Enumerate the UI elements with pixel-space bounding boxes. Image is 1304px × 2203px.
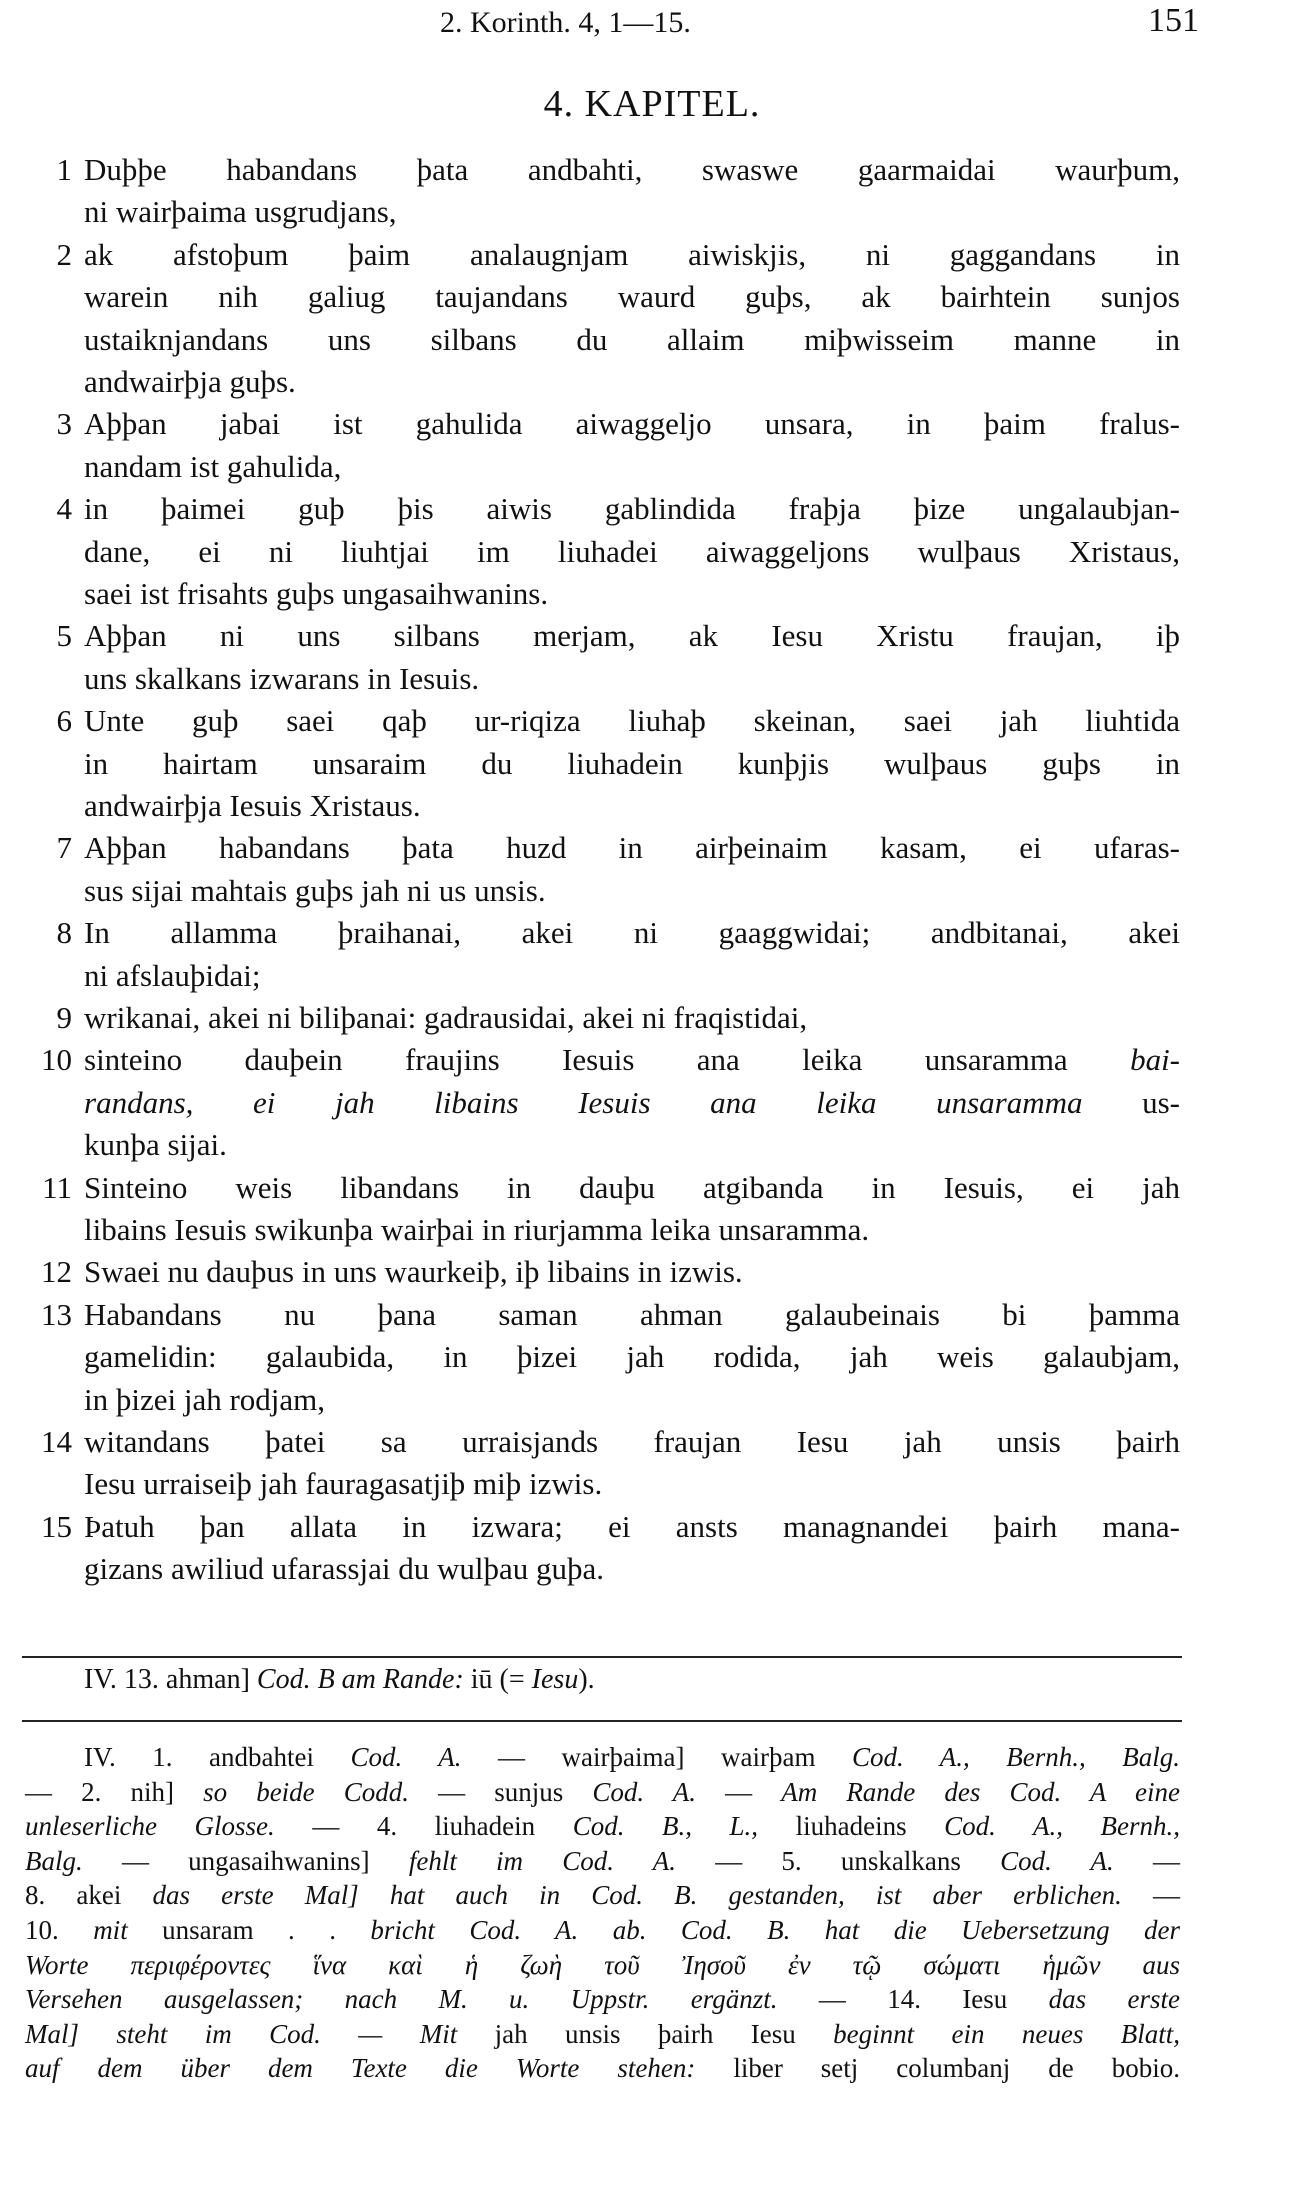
italic-text: auf dem über dem Texte die Worte stehen: [25,2053,696,2084]
divider-rule [22,1720,1182,1722]
page-number: 151 [1148,2,1199,39]
text-segment: — [1113,1845,1181,1876]
text-segment: ni wairþaima usgrudjans, [84,194,397,230]
italic-text: randans, ei jah libains Iesuis ana leika unsaramma [84,1084,1083,1120]
text-segment: sus sijai mahtais guþs jah ni us unsis. [84,872,546,908]
verse-number: 4 [56,491,72,527]
running-title: 2. Korinth. 4, 1—15. [440,6,691,39]
text-segment: Aþþan ni uns silbans merjam, ak Iesu Xristu fraujan, iþ [84,618,1180,654]
verse-line [84,318,1180,361]
text-segment: dane, ei ni liuhtjai im liuhadei aiwaggeljons wulþaus Xristaus, [84,533,1180,569]
text-segment: gizans awiliud ufarassjai du wulþau guþa. [84,1551,604,1587]
verse-line [84,1166,1180,1209]
text-segment: iū (= [463,1664,532,1695]
text-segment: jah unsis þairh Iesu [457,2018,834,2049]
divider-rule [22,1656,1182,1658]
verse-number: 7 [56,830,72,866]
verse-line [84,1038,1180,1081]
text-segment: warein nih galiug taujandans waurd guþs, ak bairhtein sunjos [84,279,1180,315]
verse-line [84,530,1180,573]
verse-number: 10 [41,1042,72,1078]
text-segment: In allamma þraihanai, akei ni gaaggwidai; andbitanai, akei [84,915,1180,951]
verse-line [84,1293,1180,1336]
marginal-note [84,1660,595,1700]
verse-line [84,1123,1180,1166]
verse-line [84,1335,1180,1378]
verse-line [84,487,1180,530]
text-segment: liuhadeins [758,1811,945,1842]
verse-number: 1 [56,152,72,187]
verse-line [84,572,1180,615]
italic-text: Iesu [531,1664,579,1695]
text-segment: witandans þatei sa urraisjands fraujan Iesu jah unsis þairh [84,1424,1180,1459]
verse-number: 11 [42,1169,72,1205]
verse-number: 12 [41,1254,72,1290]
verse-line [84,1505,1180,1548]
italic-text: das erste [1048,1984,1180,2015]
verse-number: 6 [56,703,72,739]
text-segment: ak afstoþum þaim analaugnjam aiwiskjis, ni gaggandans in [84,236,1180,272]
verse-line [84,275,1180,318]
text-segment: us- [1082,1084,1180,1120]
footnote-line [25,2051,1180,2086]
italic-text: unleserliche Glosse. [25,1811,275,1842]
text-segment: in þaimei guþ þis aiwis gablindida fraþja þize ungalaubjan- [84,491,1180,527]
italic-text: Cod. B am Rande: [256,1664,464,1695]
verse-line [84,869,1180,912]
verse-line [84,954,1180,997]
text-segment: Habandans nu þana saman ahman galaubeinais bi þamma [84,1296,1180,1332]
text-segment: — [696,1776,782,1807]
verse-line [84,360,1180,403]
verse-line [84,148,1180,191]
text-segment: — 4. liuhadein [274,1811,573,1842]
italic-text: Cod. A. [1000,1845,1114,1876]
text-segment: kunþa sijai. [84,1127,227,1163]
italic-text: Am Rande des Cod. A eine [781,1776,1180,1807]
text-segment: — wairþaima] wairþam [461,1742,852,1772]
verse-line [84,1462,1180,1505]
text-segment: — ungasaihwanins] [82,1845,409,1876]
text-segment: — 2. nih] [25,1776,204,1807]
text-segment: IV. 1. andbahtei [84,1742,351,1772]
footnote-line [25,1844,1180,1879]
verse-number: 14 [41,1424,72,1459]
verse-number: 15 [41,1508,72,1544]
text-segment: — 14. Iesu [777,1984,1049,2015]
footnote-line [25,2017,1180,2052]
text-segment: — 5. unskalkans [675,1845,1001,1876]
text-segment: saei ist frisahts guþs ungasaihwanins. [84,576,549,611]
italic-text: Cod. B., L., [572,1811,759,1842]
verse-number: 3 [56,406,72,442]
verse-line [84,1547,1180,1590]
verse-line [84,996,1180,1039]
italic-text: Mal] steht im Cod. — Mit [25,2018,458,2049]
verse-line [84,1208,1180,1251]
text-segment: nandam ist gahulida, [84,448,342,484]
text-segment: Aþþan jabai ist gahulida aiwaggeljo unsara, in þaim fralus- [84,406,1180,442]
verse-number: 9 [56,1000,72,1035]
italic-text: bricht Cod. A. ab. Cod. B. hat die Uebersetzung der [370,1915,1181,1945]
footnote-line [25,1913,1180,1948]
verse-line [84,1378,1180,1421]
footnote-line [25,1878,1180,1913]
text-segment: liber setj columbanj de bobio. [695,2053,1180,2084]
verse-line [84,784,1180,827]
verse-line [84,699,1180,742]
verse-line [84,402,1180,445]
verse-line [84,190,1180,233]
text-segment: unsaram . . [127,1915,371,1945]
text-segment: 10. [25,1915,94,1945]
verse-line [84,826,1180,869]
verse-line [84,742,1180,785]
text-segment: Swaei nu dauþus in uns waurkeiþ, iþ libains in izwis. [84,1254,743,1290]
italic-text: Cod. A. [350,1742,462,1772]
text-segment: — sunjus [409,1776,593,1807]
verse-line [84,1081,1180,1124]
text-segment: — [1121,1880,1180,1911]
verse-number: 2 [56,236,72,272]
italic-text: bai- [1130,1042,1180,1078]
text-segment: andwairþja Iesuis Xristaus. [84,788,421,823]
text-segment: in hairtam unsaraim du liuhadein kunþjis wulþaus guþs in [84,745,1180,781]
footnote-line [25,1775,1180,1810]
text-segment: ustaiknjandans uns silbans du allaim miþwisseim manne in [84,321,1180,357]
text-segment: libains Iesuis swikunþa wairþai in riurjamma leika unsaramma. [84,1212,870,1247]
verse-line [84,614,1180,657]
italic-text: Cod. A. [592,1776,696,1807]
italic-text: beginnt ein neues Blatt, [833,2018,1180,2049]
text-segment: uns skalkans izwarans in Iesuis. [84,660,480,696]
chapter-title: 4. KAPITEL. [543,83,761,125]
verse-number: 13 [41,1296,72,1332]
text-segment: ni afslauþidai; [84,957,261,993]
verse-line [84,233,1180,276]
text-segment: Duþþe habandans þata andbahti, swaswe gaarmaidai waurþum, [84,152,1180,187]
footnote-line [25,1809,1180,1844]
italic-text: Versehen ausgelassen; nach M. u. Uppstr. ergänzt. [25,1984,778,2015]
text-segment: gamelidin: galaubida, in þizei jah rodida, jah weis galaubjam, [84,1339,1180,1375]
footnote-line [25,1982,1180,2017]
footnote-line [84,1740,1180,1775]
verse-line [84,1250,1180,1293]
text-segment: Aþþan habandans þata huzd in airþeinaim kasam, ei ufaras- [84,830,1180,866]
text-segment: Unte guþ saei qaþ ur-riqiza liuhaþ skeinan, saei jah liuhtida [84,703,1180,739]
italic-text: fehlt im Cod. A. [408,1845,676,1876]
text-segment: ). [578,1664,595,1695]
footnote-line [25,1948,1180,1983]
italic-text: so beide Codd. [203,1776,410,1807]
italic-text: Balg. [25,1845,83,1876]
italic-text: Cod. A., Bernh., [944,1811,1181,1842]
verse-number: 8 [56,915,72,951]
text-segment: 8. akei [25,1880,153,1911]
verse-line [84,1420,1180,1463]
italic-text: das erste Mal] hat auch in Cod. B. gestanden, ist aber erblichen. [152,1880,1122,1911]
verse-number: 5 [56,618,72,654]
italic-text: mit [93,1915,128,1945]
text-segment: Þatuh þan allata in izwara; ei ansts managnandei þairh mana- [84,1508,1180,1544]
italic-text: Worte περιφέροντες ἵνα καὶ ἡ ζωὴ τοῦ Ἰησοῦ ἐν τῷ σώματι ἡμῶν aus [25,1949,1180,1980]
text-segment: Iesu urraiseiþ jah fauragasatjiþ miþ izwis. [84,1466,603,1502]
verse-line [84,445,1180,488]
text-segment: Sinteino weis libandans in dauþu atgibanda in Iesuis, ei jah [84,1169,1180,1205]
text-segment: IV. 13. ahman] [84,1664,257,1695]
verse-line [84,657,1180,700]
verse-line [84,911,1180,954]
text-segment: in þizei jah rodjam, [84,1381,326,1417]
text-segment: sinteino dauþein fraujins Iesuis ana leika unsaramma [84,1042,1131,1078]
italic-text: Cod. A., Bernh., Balg. [851,1742,1180,1772]
text-segment: wrikanai, akei ni biliþanai: gadrausidai, akei ni fraqistidai, [84,1000,808,1035]
text-segment: andwairþja guþs. [84,364,296,399]
